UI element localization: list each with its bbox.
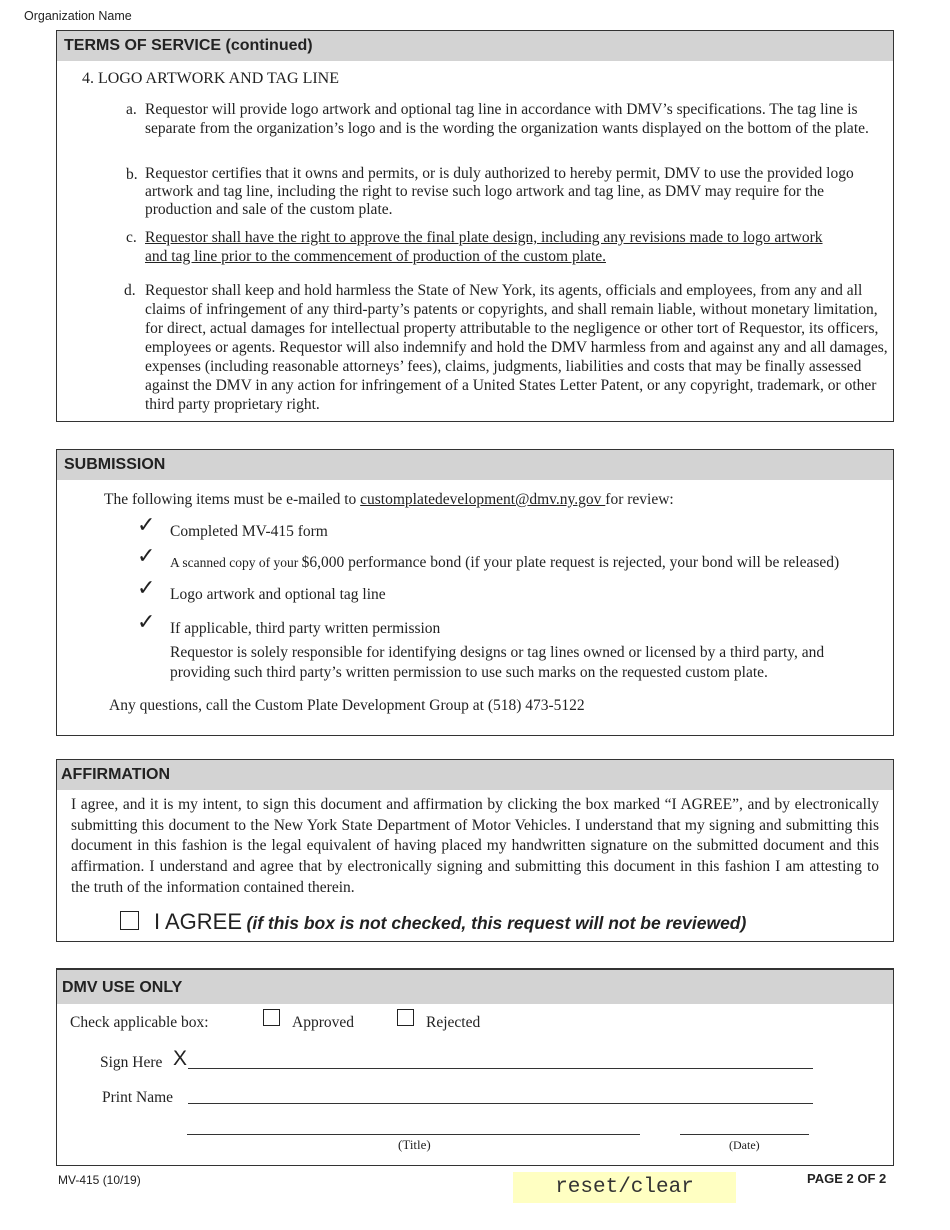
item-c-text: Requestor shall have the right to approve the final plate design, including any revisions made to logo artwork and tag line prior to the commencement of production of the custom plate. xyxy=(145,229,823,265)
form-id: MV-415 (10/19) xyxy=(58,1173,141,1187)
item-d-letter: d. xyxy=(124,282,136,299)
rejected-checkbox[interactable] xyxy=(397,1009,414,1026)
item-b-text: Requestor certifies that it owns and permits, or is duly authorized to hereby permit, DMV to use the provided logo artwork and tag line, including the right to revise such logo artwork and tag line, as DMV may require for the production and sale of the custom plate. xyxy=(145,165,854,218)
checkmark-icon: ✓ xyxy=(137,609,156,634)
print-name-line[interactable] xyxy=(188,1103,813,1104)
approved-checkbox[interactable] xyxy=(263,1009,280,1026)
approved-label: Approved xyxy=(292,1014,354,1031)
rejected-label: Rejected xyxy=(426,1014,481,1031)
sign-here-label: Sign Here xyxy=(100,1054,163,1071)
page-number: PAGE 2 OF 2 xyxy=(807,1171,887,1186)
submission-item-permission: If applicable, third party written permission xyxy=(170,620,441,637)
submission-intro-before: The following items must be e-mailed to xyxy=(104,491,361,508)
sign-x-icon: X xyxy=(173,1047,188,1070)
title-label: (Title) xyxy=(398,1137,431,1152)
submission-email-link[interactable]: customplatedevelopment@dmv.ny.gov xyxy=(360,491,606,508)
submission-item-mv415: Completed MV-415 form xyxy=(170,523,328,540)
submission-permission-note: Requestor is solely responsible for identifying designs or tag lines owned or licensed by a third party, and providing such third party’s written permission to use such marks on the requested custom plate. xyxy=(170,644,825,681)
checkmark-icon: ✓ xyxy=(137,512,156,537)
item-a-text: Requestor will provide logo artwork and optional tag line in accordance with DMV’s specifications. The tag line is separate from the organization’s logo and is the wording the organization wants displayed on the bottom of the plate. xyxy=(145,101,869,137)
title-line[interactable] xyxy=(187,1134,640,1135)
organization-name-label: Organization Name xyxy=(24,9,132,23)
submission-intro xyxy=(104,490,674,509)
date-label: (Date) xyxy=(729,1138,760,1152)
i-agree-note: (if this box is not checked, this request will not be reviewed) xyxy=(246,913,747,933)
check-applicable-label: Check applicable box: xyxy=(70,1014,209,1031)
item-a-letter: a. xyxy=(126,101,137,118)
checkmark-icon: ✓ xyxy=(137,575,156,600)
submission-item-logo: Logo artwork and optional tag line xyxy=(170,586,386,603)
i-agree-checkbox[interactable] xyxy=(120,911,139,930)
signature-line[interactable] xyxy=(188,1068,813,1069)
submission-item-bond xyxy=(170,553,839,572)
submission-questions: Any questions, call the Custom Plate Development Group at (518) 473-5122 xyxy=(109,697,585,714)
item-d-text: Requestor shall keep and hold harmless the State of New York, its agents, officials and employees, from any and all claims of infringement of any third-party’s patents or copyrights, and shall remain liable, without monetary limitation, for direct, actual damages for intellectual property attributable to the negligence or other tort of Requestor, its officers, employees or agents. Requestor will also indemnify and hold the DMV harmless from and against any and all damages, expenses (including reasonable attorneys’ fees), claims, judgments, liabilities and costs that may be finally assessed against the DMV in any action for infringement of a United States Letter Patent, or any copyright, trademark, or other third party proprietary right. xyxy=(145,282,888,413)
i-agree-label: I AGREE xyxy=(154,909,243,934)
print-name-label: Print Name xyxy=(102,1089,174,1106)
affirmation-text: I agree, and it is my intent, to sign this document and affirmation by clicking the box marked “I AGREE”, and by electronically submitting this document to the New York State Department of Motor Vehicles. I understand that my signing and submitting this document in this fashion is the legal equivalent of having placed my handwritten signature on the submitted document and this affirmation. I understand and agree that by electronically signing and submitting this document in this fashion I am attesting to the truth of the information contained therein. xyxy=(71,796,879,896)
item-c-letter: c. xyxy=(126,229,137,246)
section-4-title: 4. LOGO ARTWORK AND TAG LINE xyxy=(82,70,339,87)
i-agree-label-group xyxy=(154,909,746,935)
submission-item-bond-prefix: A scanned copy of your xyxy=(170,555,302,570)
reset-clear-button[interactable]: reset/clear xyxy=(513,1172,736,1203)
submission-header: SUBMISSION xyxy=(57,450,893,480)
affirmation-header: AFFIRMATION xyxy=(57,760,893,790)
date-line[interactable] xyxy=(680,1134,809,1135)
dmv-use-only-header: DMV USE ONLY xyxy=(57,970,893,1004)
item-b-letter: b. xyxy=(126,166,138,183)
submission-item-bond-text: $6,000 performance bond (if your plate request is rejected, your bond will be released) xyxy=(301,554,840,571)
checkmark-icon: ✓ xyxy=(137,543,156,568)
terms-of-service-header: TERMS OF SERVICE (continued) xyxy=(57,31,893,61)
submission-intro-after: for review: xyxy=(605,491,674,508)
